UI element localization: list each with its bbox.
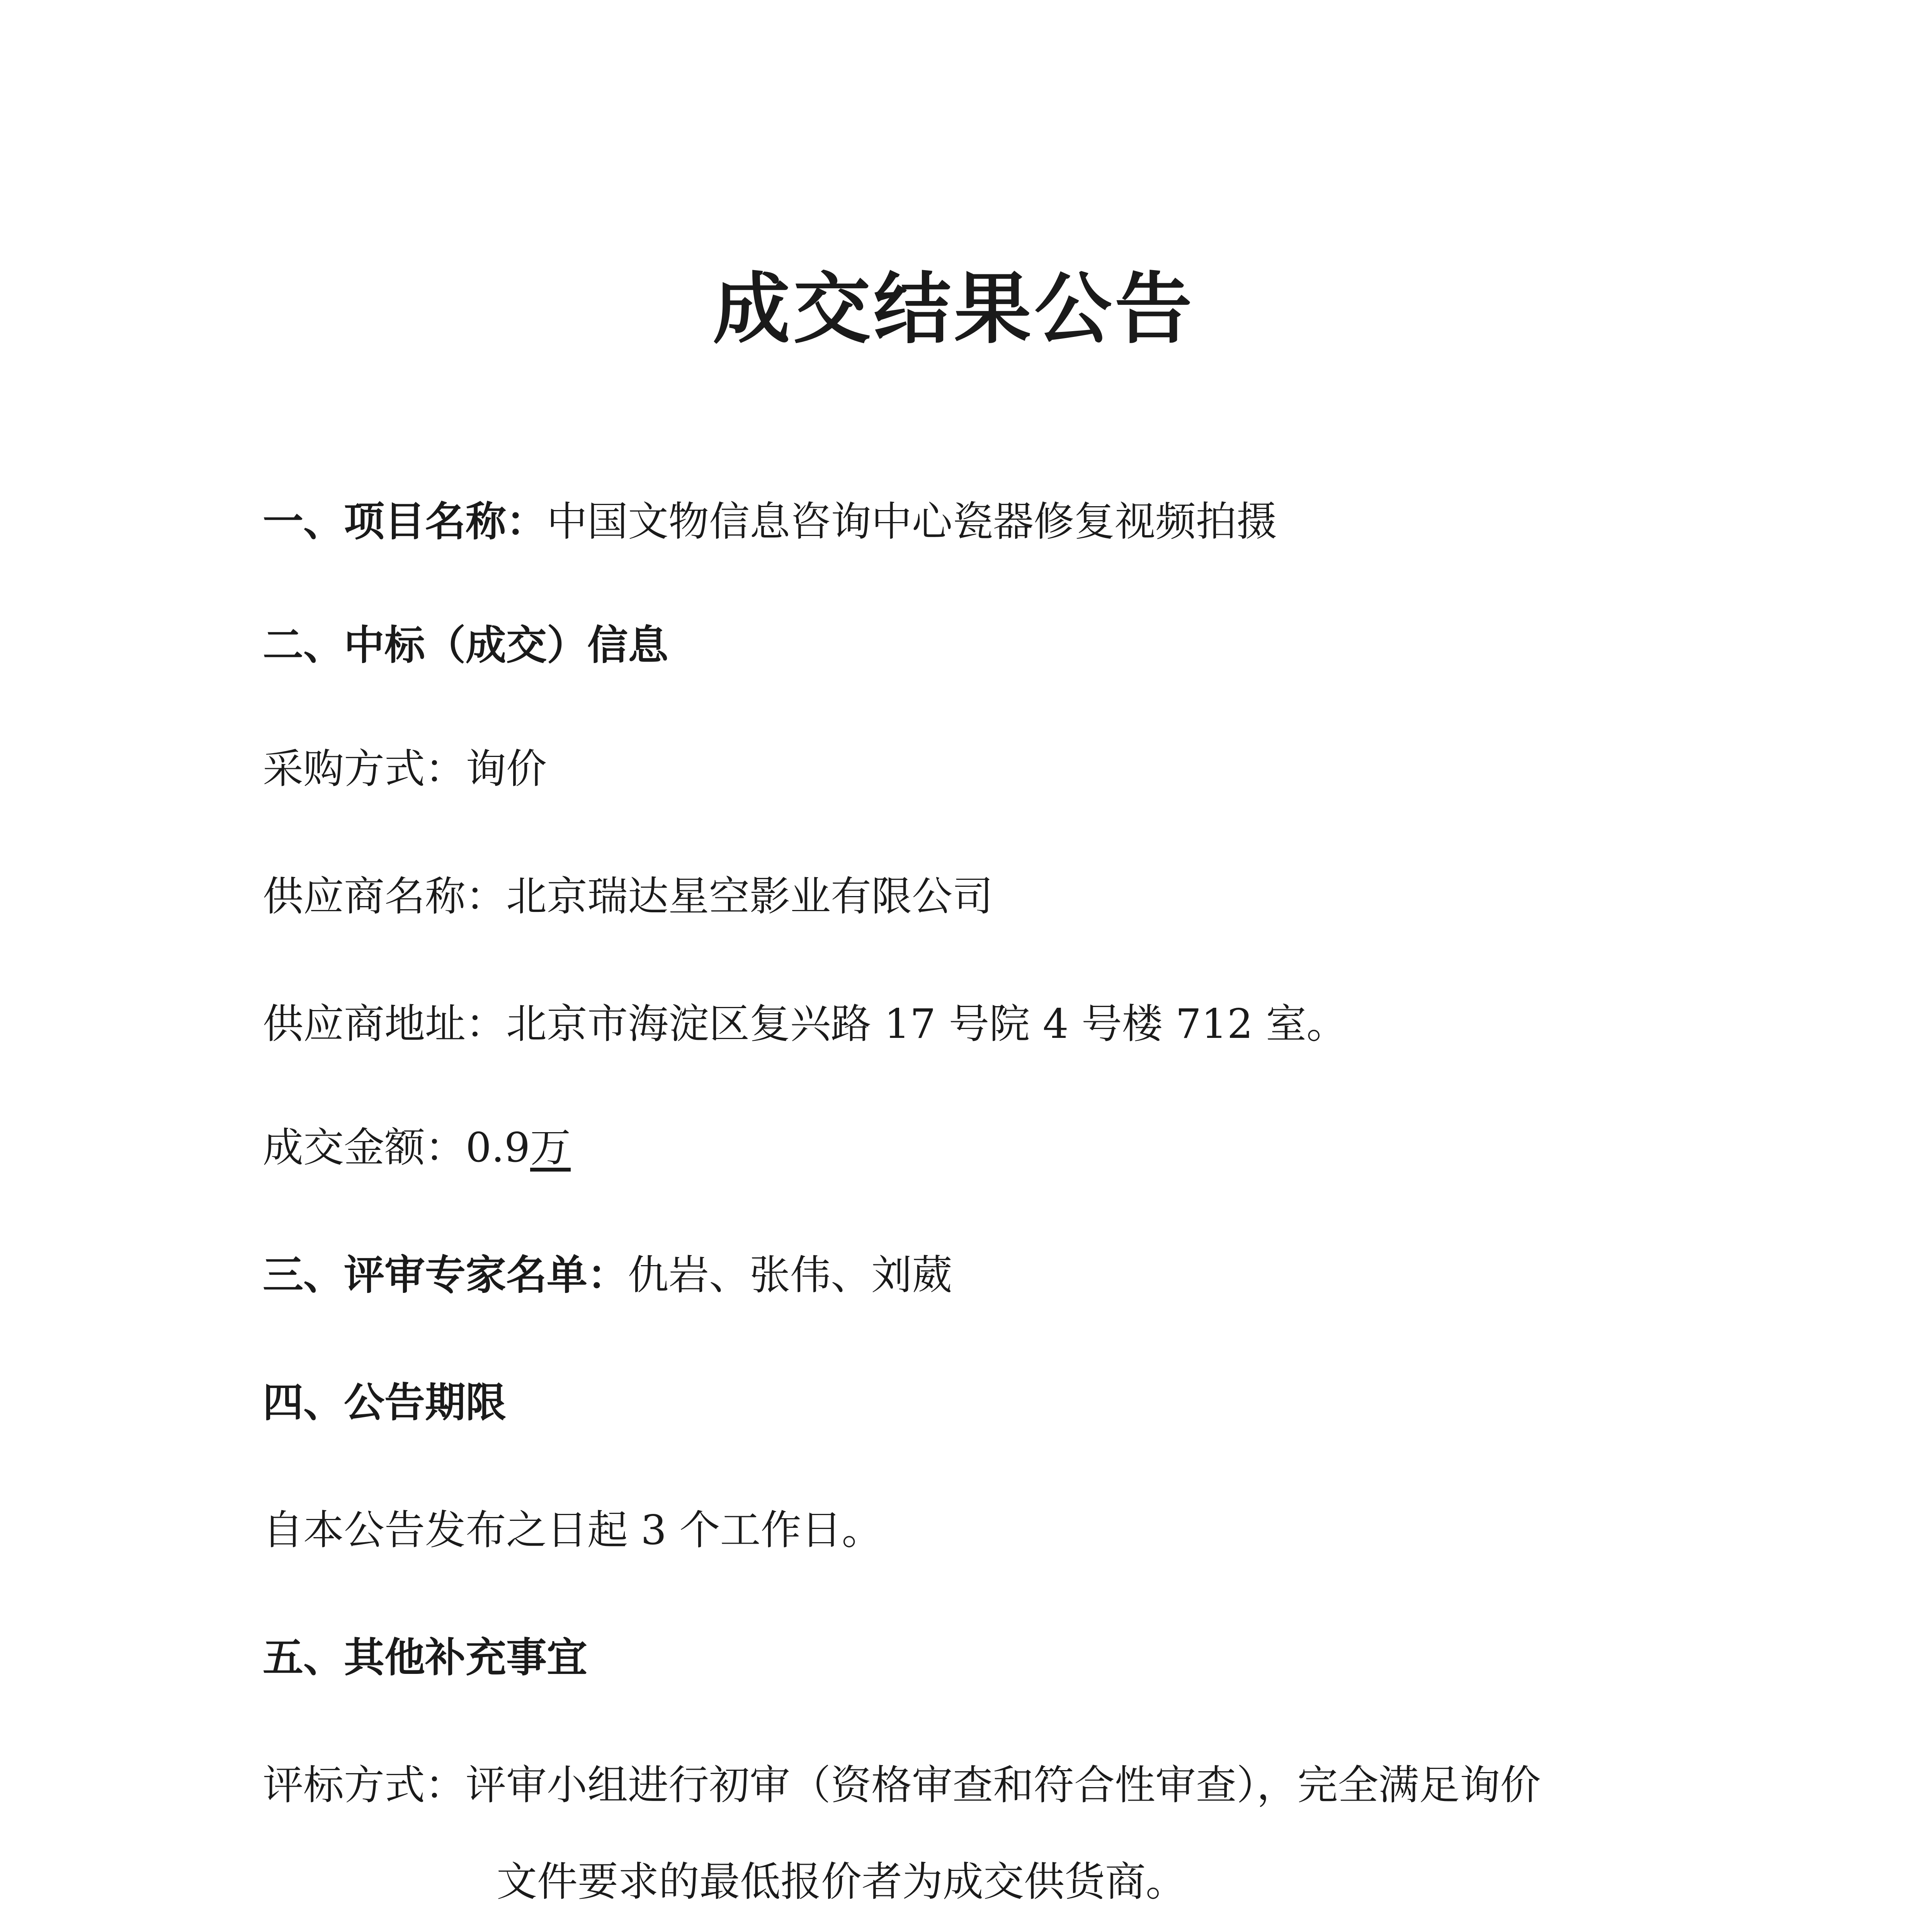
section-3-heading: 三、评审专家名单： <box>263 1252 628 1299</box>
deal-amount <box>263 1121 571 1175</box>
evaluation-method-line-1: 评标方式：评审小组进行初审（资格审查和符合性审查），完全满足询价 <box>263 1762 1541 1809</box>
deal-amount-label: 成交金额：0.9 <box>263 1124 530 1171</box>
document-title: 成交结果公告 <box>713 264 1195 354</box>
section-2-heading: 二、中标（成交）信息 <box>263 622 669 669</box>
project-name-value: 中国文物信息咨询中心瓷器修复视频拍摄 <box>547 498 1277 545</box>
section-5-heading: 五、其他补充事宜 <box>263 1634 588 1681</box>
deal-amount-unit: 万 <box>530 1124 571 1171</box>
section-experts <box>263 1248 952 1302</box>
experts-value: 仇岩、张伟、刘葳 <box>628 1252 953 1299</box>
notice-period-text: 自本公告发布之日起 3 个工作日。 <box>263 1507 883 1554</box>
supplier-address: 供应商地址：北京市海淀区复兴路 17 号院 4 号楼 712 室。 <box>263 1000 1347 1048</box>
section-project-name <box>263 495 1277 549</box>
section-1-heading: 一、项目名称： <box>263 498 547 545</box>
procurement-method: 采购方式：询价 <box>263 745 547 793</box>
evaluation-method-line-2: 文件要求的最低报价者为成交供货商。 <box>497 1858 1187 1905</box>
supplier-name: 供应商名称：北京瑞达星空影业有限公司 <box>263 873 993 920</box>
section-4-heading: 四、公告期限 <box>263 1379 507 1426</box>
